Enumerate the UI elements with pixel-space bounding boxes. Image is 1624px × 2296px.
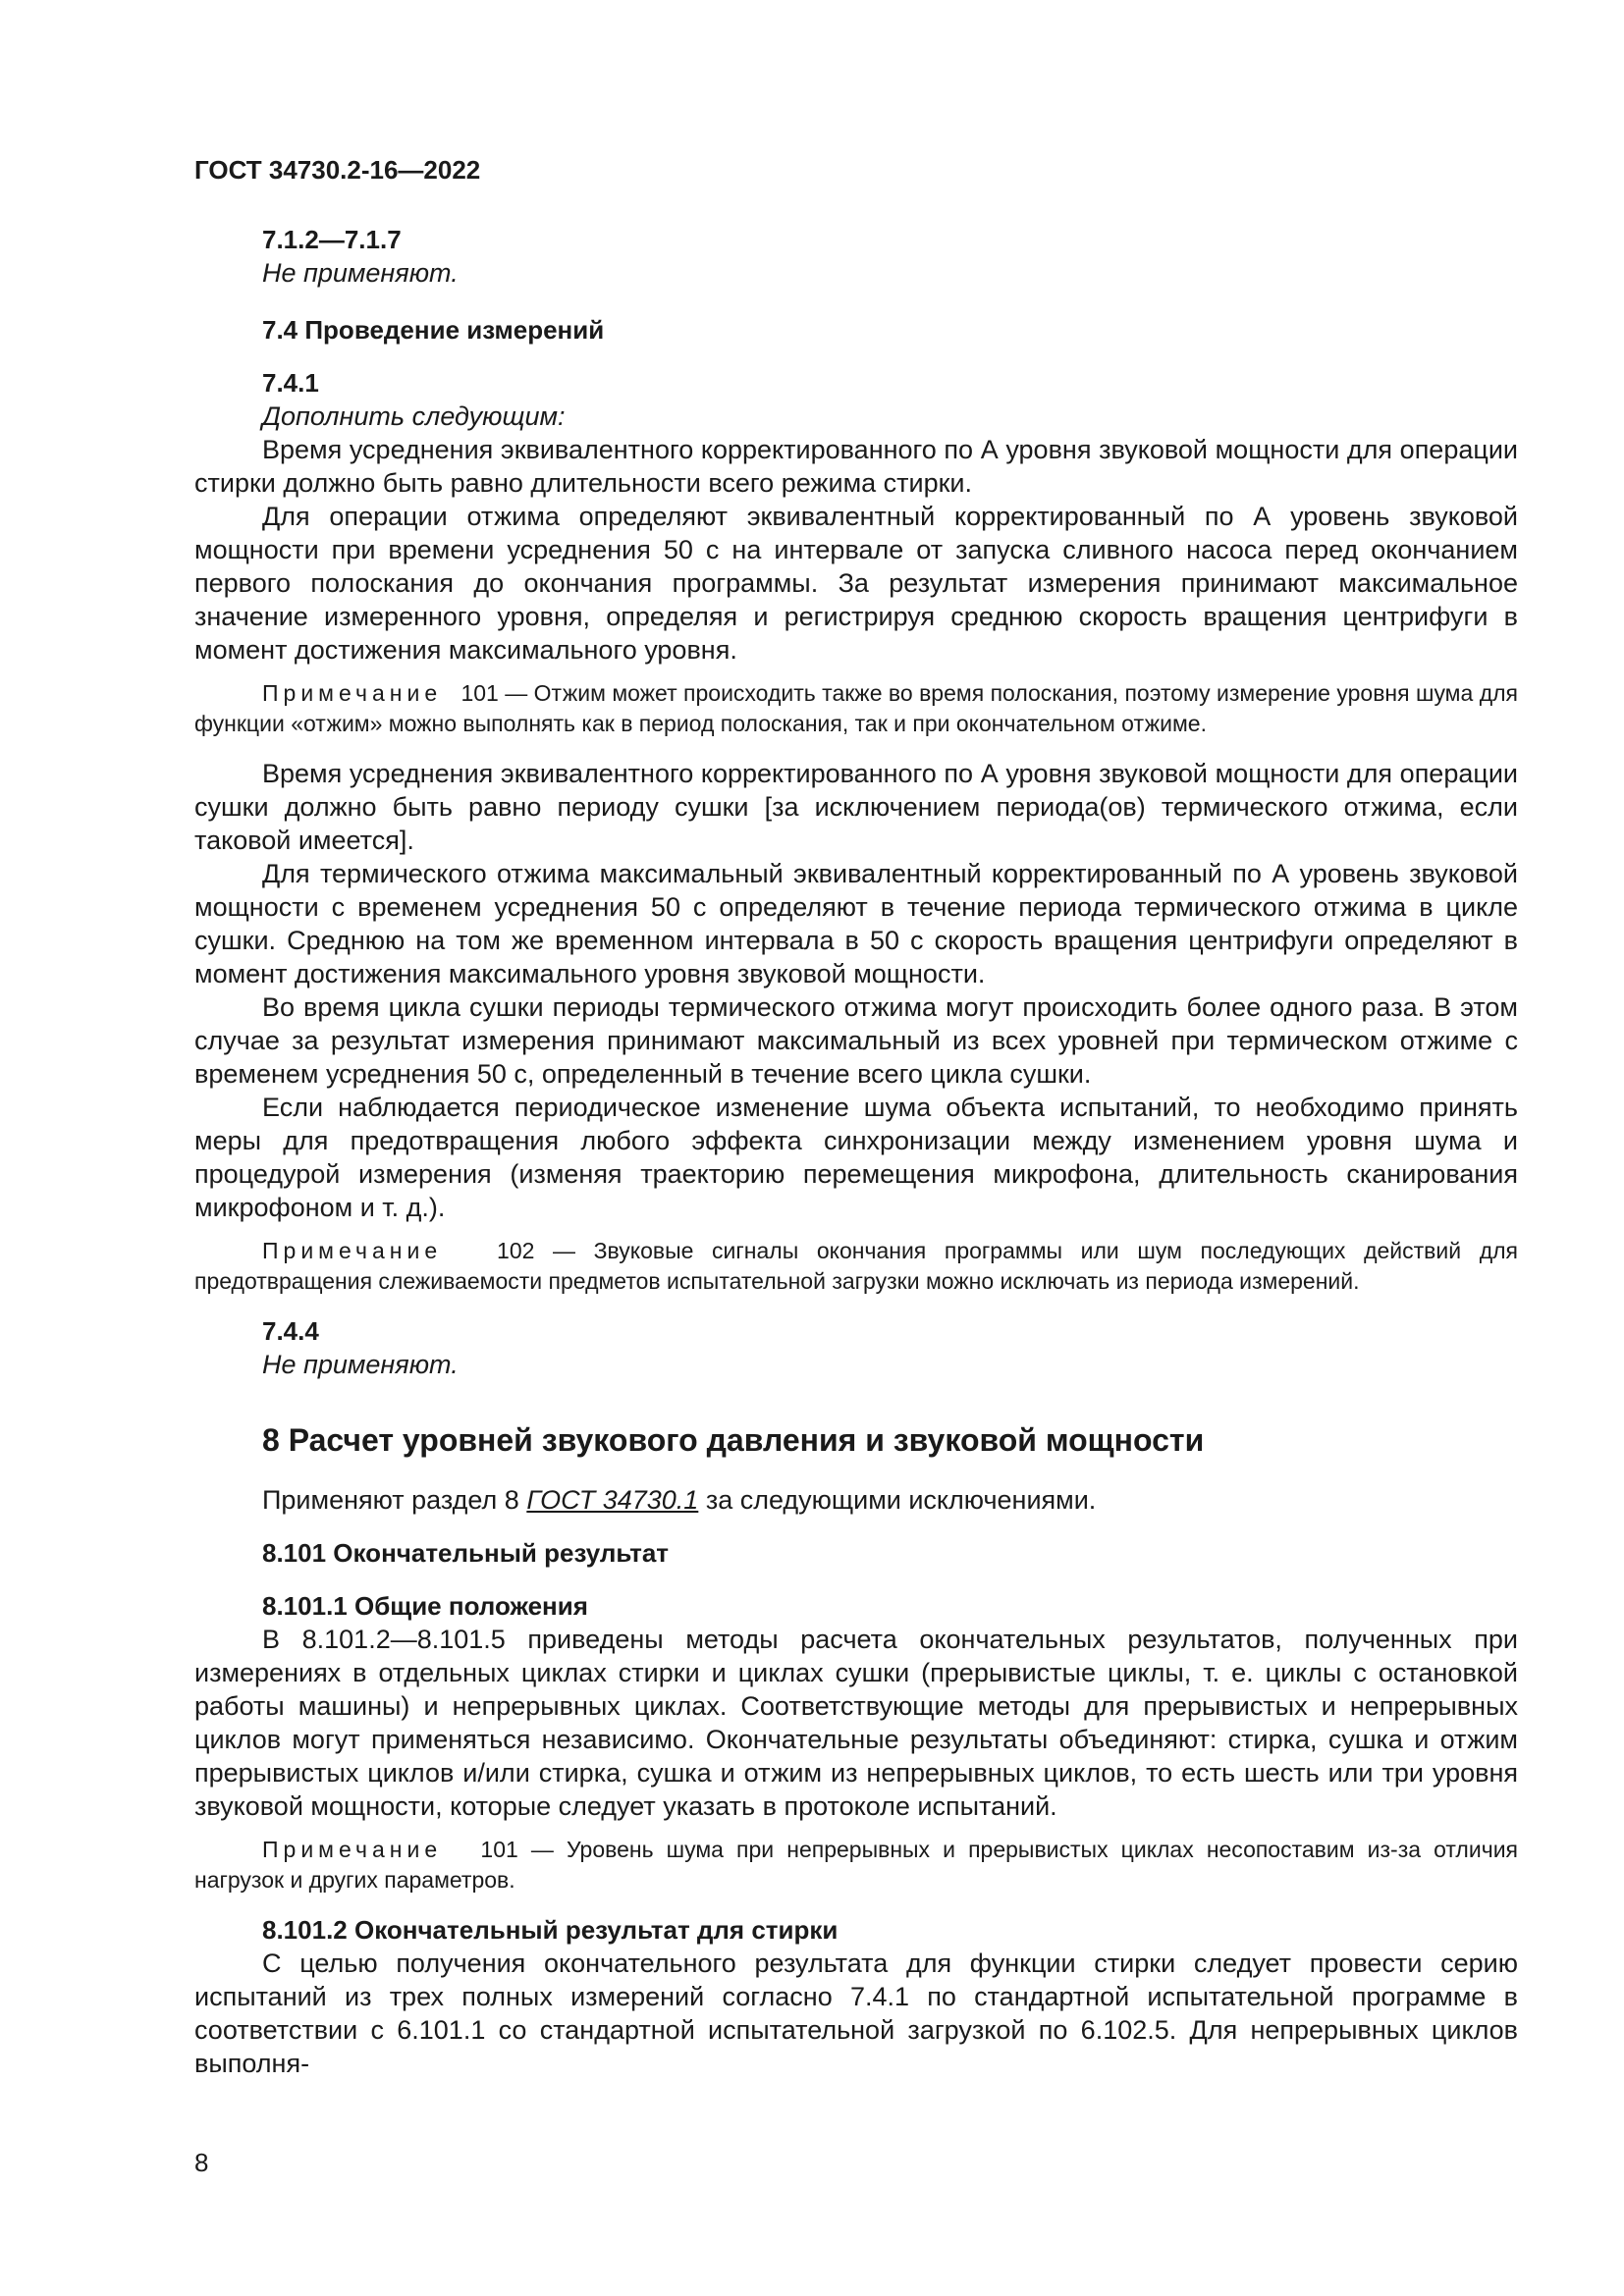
intro-text: за следующими исключениями. bbox=[698, 1485, 1097, 1515]
paragraph: Для термического отжима максимальный эквивалентный корректированный по А уровень звуковой мощности с временем усреднения 50 с определяют в течение периода термического отжима в цикле сушки. Среднюю на том же временном интервала в 50 с скорость вращения центрифуги определяют в момент достижения максимального уровня звуковой мощности. bbox=[194, 859, 1518, 988]
paragraph: Во время цикла сушки периоды термического отжима могут происходить более одного раза. В этом случае за результат измерения принимают максимальный из всех уровней при термическом отжиме с временем усреднения 50 с, определенный в течение всего цикла сушки. bbox=[194, 992, 1518, 1089]
section-title-7-4: 7.4 Проведение измерений bbox=[262, 315, 605, 345]
section-title-8-101: 8.101 Окончательный результат bbox=[262, 1538, 670, 1568]
clause-label-7-4-4: 7.4.4 bbox=[262, 1316, 319, 1346]
clause-label-7-4-1: 7.4.1 bbox=[262, 368, 319, 398]
paragraph: В 8.101.2—8.101.5 приведены методы расчета окончательных результатов, полученных при измерениях в отдельных циклах стирки и циклах сушки (прерывистые циклы, т. е. циклы с остановкой работы машины) и непрерывных циклах. Соответствующие методы для прерывистых и непрерывных циклов могут применяться независимо. Окончательные результаты объединяют: стирка, сушка и отжим прерывистых циклов и/или стирка, сушка и отжим из непрерывных циклов, то есть шесть или три уровня звуковой мощности, которые следует указать в протоколе испытаний. bbox=[194, 1625, 1518, 1821]
note-101-second bbox=[194, 1835, 1518, 1896]
note-label: Примечание bbox=[262, 1238, 443, 1263]
paragraph: Время усреднения эквивалентного корректированного по А уровня звуковой мощности для операции сушки должно быть равно периоду сушки [за исключением периода(ов) термического отжима, если таковой имеется]. bbox=[194, 759, 1518, 855]
paragraph: Если наблюдается периодическое изменение шума объекта испытаний, то необходимо принять меры для предотвращения любого эффекта синхронизации между изменением уровня шума и процедурой измерения (изменяя траекторию перемещения микрофона, длительность сканирования микрофоном и т. д.). bbox=[194, 1093, 1518, 1222]
note-102 bbox=[194, 1236, 1518, 1297]
note-text: 101 — Отжим может происходить также во время полоскания, поэтому измерение уровня шума для функции «отжим» можно выполнять как в период полоскания, так и при окончательном отжиме. bbox=[194, 680, 1519, 736]
clause-intro-7-4-1: Дополнить следующим: bbox=[262, 401, 566, 431]
note-label: Примечание bbox=[262, 680, 443, 706]
note-label: Примечание bbox=[262, 1837, 443, 1862]
page-number: 8 bbox=[194, 2148, 209, 2177]
note-text: 102 — Звуковые сигналы окончания программы или шум последующих действий для предотвращения слеживаемости предметов испытательной загрузки можно исключать из периода измерений. bbox=[194, 1238, 1518, 1294]
clause-text-7-1-2: Не применяют. bbox=[262, 258, 459, 288]
section-heading-8: 8 Расчет уровней звукового давления и звуковой мощности bbox=[262, 1422, 1205, 1458]
note-text: 101 — Уровень шума при непрерывных и прерывистых циклах несопоставим из-за отличия нагрузок и других параметров. bbox=[194, 1837, 1518, 1893]
page-content bbox=[194, 223, 1518, 2080]
clause-text-7-4-4: Не применяют. bbox=[262, 1350, 459, 1379]
paragraph: Время усреднения эквивалентного корректированного по А уровня звуковой мощности для операции стирки должно быть равно длительности всего режима стирки. bbox=[194, 435, 1518, 498]
paragraph: Для операции отжима определяют эквивалентный корректированный по А уровень звуковой мощности при времени усреднения 50 с на интервале от запуска сливного насоса перед окончанием первого полоскания до окончания программы. За результат измерения принимают максимальное значение измеренного уровня, определяя и регистрируя среднюю скорость вращения центрифуги в момент достижения максимального уровня. bbox=[194, 502, 1518, 665]
paragraph: С целью получения окончательного результата для функции стирки следует провести серию испытаний из трех полных измерений согласно 7.4.1 по стандартной испытательной программе в соответствии с 6.101.1 со стандартной испытательной загрузкой по 6.102.5. Для непрерывных циклов выполня- bbox=[194, 1949, 1518, 2078]
gost-34730-1-link[interactable]: ГОСТ 34730.1 bbox=[526, 1485, 699, 1515]
intro-text: Применяют раздел 8 bbox=[262, 1485, 527, 1515]
section-title-8-101-1: 8.101.1 Общие положения bbox=[262, 1591, 588, 1621]
section-title-8-101-2: 8.101.2 Окончательный результат для стирки bbox=[262, 1915, 839, 1945]
note-101 bbox=[194, 678, 1518, 739]
section-8-intro bbox=[194, 1483, 1518, 1517]
clause-label-7-1-2: 7.1.2—7.1.7 bbox=[262, 225, 402, 254]
document-code-header: ГОСТ 34730.2-16—2022 bbox=[194, 155, 481, 185]
